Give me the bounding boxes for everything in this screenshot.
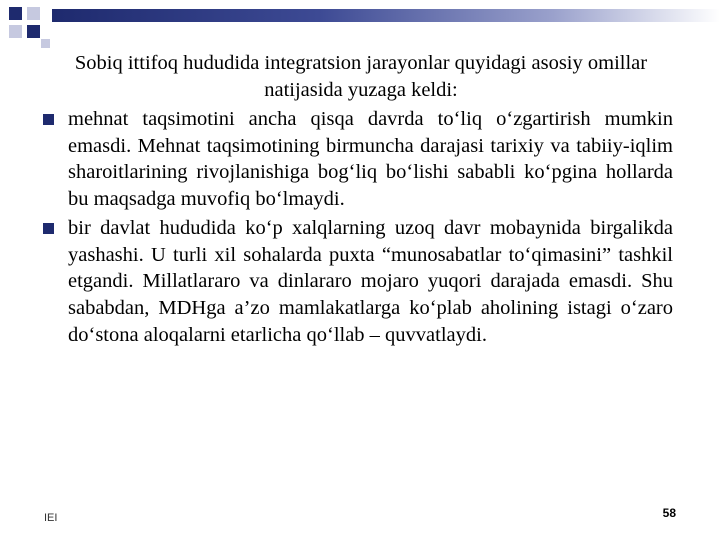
decor-square: [9, 7, 22, 20]
decor-square: [27, 7, 40, 20]
footer-label: IEI: [44, 512, 58, 524]
decor-square: [41, 39, 50, 48]
bullet-text: mehnat taqsimotini ancha qisqa davrda to‘liq o‘zgartirish mumkin emasdi. Mehnat taqsimotining birmuncha darajasi tarixiy va tabiiy-iqlim sharoitlarining rivojlanishiga bog‘liq bo‘lishi sababli ko‘pgina hollarda bu maqsadga muvofiq bo‘lmaydi.: [68, 108, 673, 211]
header-gradient-bar: [52, 9, 720, 22]
square-bullet-icon: [43, 223, 54, 234]
square-bullet-icon: [43, 114, 54, 125]
slide-title: Sobiq ittifoq hududida integratsion jarayonlar quyidagi asosiy omillar natijasida yuzaga keldi:: [74, 52, 648, 101]
page-number: 58: [662, 506, 676, 520]
bullet-text: bir davlat hududida ko‘p xalqlarning uzoq davr mobaynida birgalikda yashashi. U turli xil sohalarda puxta “munosabatlar to‘qimasini” tashkil etgandi. Millatlararo va dinlararo mojaro yuqori darajada emasdi. Shu sababdan, MDHga a’zo mamlakatlarga ko‘plab aholining istagi o‘zaro do‘stona aloqalarni etarlicha qo‘llab – quvvatlaydi.: [68, 217, 673, 346]
decor-square: [27, 25, 40, 38]
decor-square: [9, 25, 22, 38]
